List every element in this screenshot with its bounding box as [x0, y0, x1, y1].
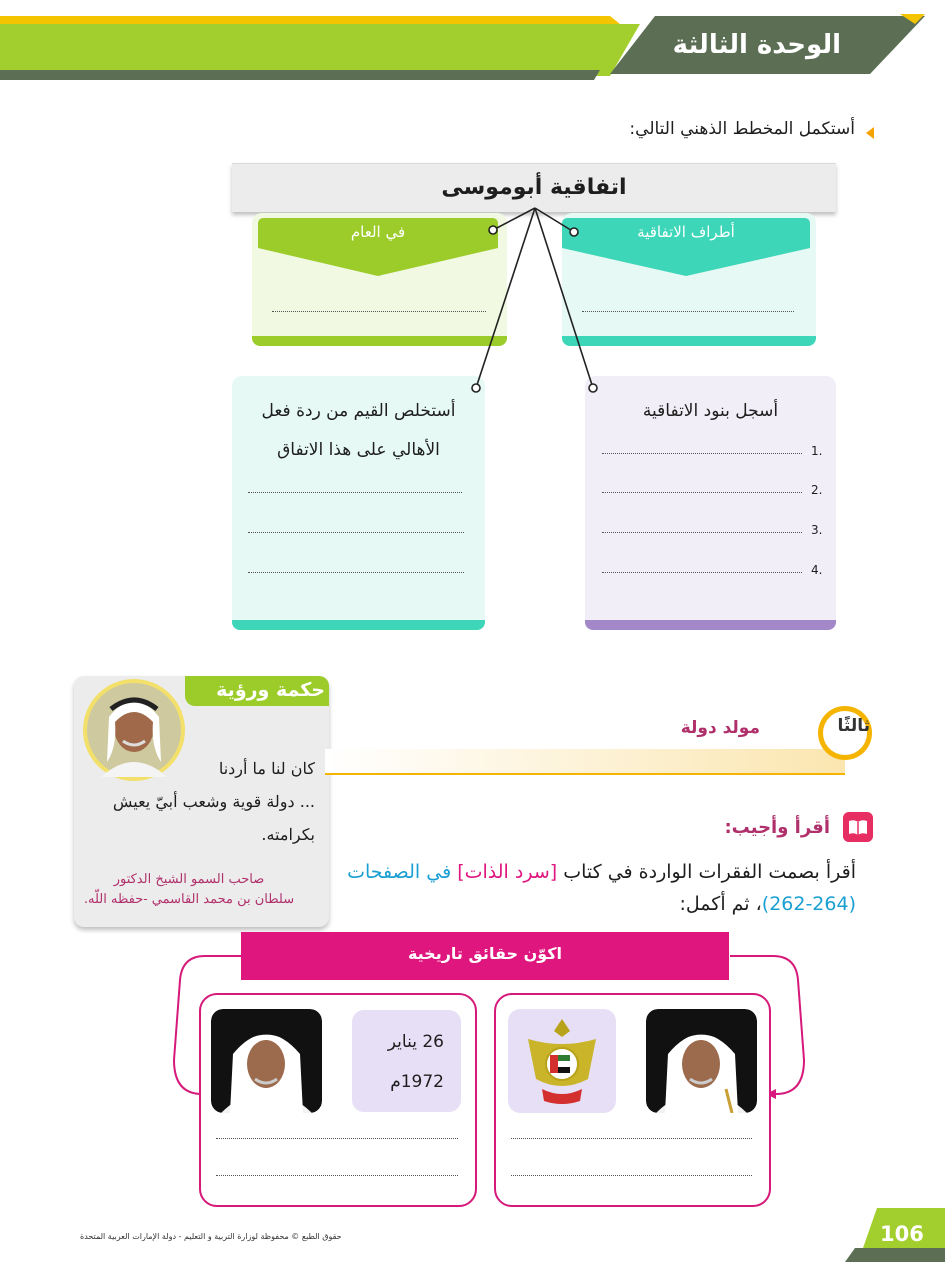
copyright-text: حقوق الطبع © محفوظة لوزارة التربية و التعليم - دولة الإمارات العربية المتحدة: [80, 1232, 342, 1241]
portrait-icon: [646, 1009, 757, 1113]
facts-header: [241, 932, 729, 980]
answer-line[interactable]: [216, 1138, 458, 1139]
book-icon: [843, 812, 873, 842]
portrait-icon: [211, 1009, 322, 1113]
wisdom-title: حكمة ورؤية: [216, 679, 325, 701]
task-text-end: ، ثم أكمل:: [679, 893, 762, 915]
values-title-line1: أستخلص القيم من ردة فعل: [261, 401, 456, 421]
section-title: مولد دولة: [680, 718, 760, 738]
quote-author-line: صاحب السمو الشيخ الدكتور: [113, 872, 265, 887]
year-label: في العام: [350, 223, 406, 241]
book-title: [سرد الذات]: [457, 861, 558, 883]
clauses-title: أسجل بنود الاتفاقية: [642, 401, 779, 421]
read-answer-title: أقرأ وأجيب:: [724, 817, 830, 838]
parties-label: أطراف الاتفاقية: [637, 223, 735, 241]
page-range: (262-264): [761, 893, 856, 915]
reading-task-line2: [336, 888, 856, 920]
answer-line[interactable]: [216, 1175, 458, 1176]
quote-line: ... دولة قوية وشعب أبيّ يعيش: [112, 792, 315, 811]
reading-task: [336, 856, 856, 888]
quote-line: بكرامته.: [261, 825, 315, 844]
unit-title: الوحدة الثالثة: [672, 30, 841, 60]
page-number: 106: [880, 1222, 924, 1246]
quote-author-line: سلطان بن محمد القاسمي -حفظه اللّه.: [83, 892, 295, 907]
item-number: 3.: [811, 523, 823, 537]
section-underline: [325, 749, 845, 777]
item-number: 4.: [811, 563, 823, 577]
date-year: 1972م: [390, 1072, 444, 1092]
task-text-pages-label: في الصفحات: [347, 861, 458, 883]
item-number: 2.: [811, 483, 823, 497]
date-day-month: 26 يناير: [387, 1032, 444, 1052]
item-number: 1.: [811, 444, 823, 458]
answer-line[interactable]: [511, 1175, 752, 1176]
task-text: أقرأ بصمت الفقرات الواردة في كتاب: [557, 861, 856, 883]
date-tile: [352, 1010, 461, 1112]
facts-title: اكوّن حقائق تاريخية: [407, 944, 563, 963]
answer-line[interactable]: [511, 1138, 752, 1139]
uae-emblem-icon: [508, 1009, 616, 1113]
mind-map-title: اتفاقية أبوموسى: [441, 175, 627, 200]
section-number: ثالثًا: [837, 716, 870, 736]
instruction-text: أستكمل المخطط الذهني التالي:: [629, 119, 855, 139]
quote-line: كان لنا ما أردنا: [218, 759, 315, 778]
values-title-line2: الأهالي على هذا الاتفاق: [277, 440, 440, 460]
